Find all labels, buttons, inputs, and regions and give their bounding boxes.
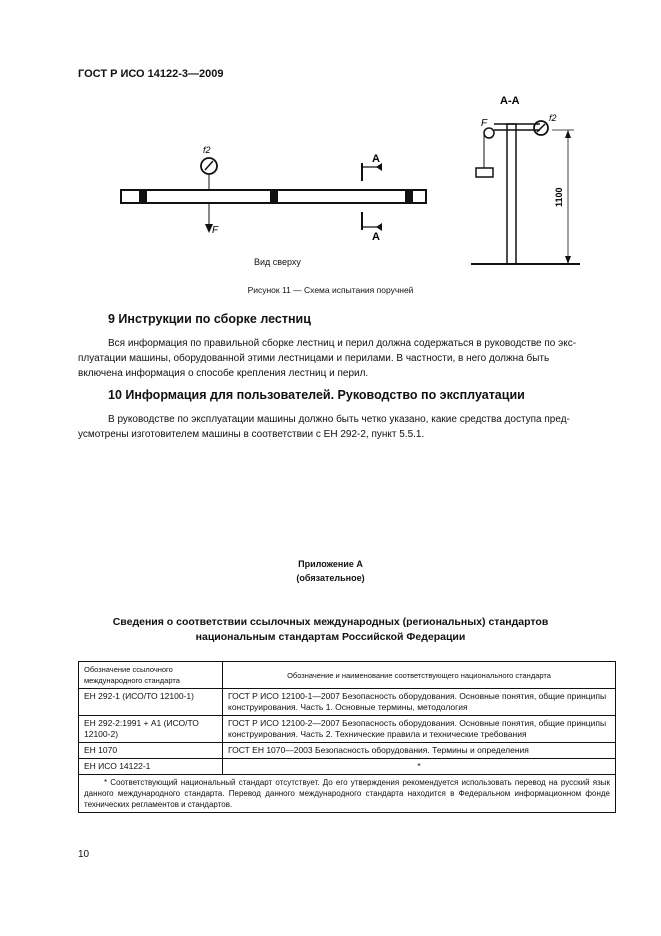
table-row xyxy=(79,716,616,743)
view-label: Вид сверху xyxy=(254,257,301,267)
section-letter-bottom: A xyxy=(372,231,380,243)
table-row xyxy=(79,743,616,759)
national-cell: ГОСТ Р ИСО 12100-2—2007 Безопасность оборудования. Основные понятия, общие принципы конструирования. Часть 2. Технические правила и технические требования xyxy=(223,716,616,743)
gauge-icon xyxy=(534,121,548,135)
annex-status: (обязательное) xyxy=(296,573,365,583)
weight-block xyxy=(476,168,493,177)
post xyxy=(507,124,516,264)
ref-cell: ЕН ИСО 14122-1 xyxy=(79,759,223,775)
section-10-text xyxy=(78,412,616,442)
section-mark-bottom xyxy=(362,212,382,231)
annex-title: Приложение А xyxy=(298,559,363,569)
document-header: ГОСТ Р ИСО 14122-3—2009 xyxy=(78,68,224,80)
table-header-row xyxy=(79,662,616,689)
section-mark-top xyxy=(362,163,382,181)
section-letter-top: A xyxy=(372,153,380,165)
post-block xyxy=(139,190,147,203)
section-title: A-A xyxy=(500,95,520,107)
table-row xyxy=(79,759,616,775)
post-block xyxy=(270,190,278,203)
table-footnote: * Соответствующий национальный стандарт отсутствует. До его утверждения рекомендуется использовать перевод на русский язык данного международного стандарта. Перевод данного международного стандарта находится в Федеральном информационном фонде технических регламентов и стандартов. xyxy=(79,775,616,813)
paragraph-line: усмотрены изготовителем машины в соответствии с ЕН 292-2, пункт 5.5.1. xyxy=(78,429,425,440)
post-block xyxy=(405,190,413,203)
gauge-label-section: f2 xyxy=(549,113,557,123)
section-9-text xyxy=(78,336,616,381)
ref-cell: ЕН 1070 xyxy=(79,743,223,759)
gauge-label: f2 xyxy=(203,145,211,155)
references-table xyxy=(78,661,616,813)
table-footnote-row xyxy=(79,775,616,813)
dimension-label: 1100 xyxy=(554,187,564,207)
header-national-standard: Обозначение и наименование соответствующего национального стандарта xyxy=(223,662,616,689)
table-title: Сведения о соответствии ссылочных международных (региональных) стандартов национальным стандартам Российской Федерации xyxy=(112,616,549,643)
handrail-test-figure xyxy=(0,0,661,300)
national-cell: ГОСТ ЕН 1070—2003 Безопасность оборудования. Термины и определения xyxy=(223,743,616,759)
force-label-section: F xyxy=(481,118,488,129)
ref-cell: ЕН 292-1 (ИСО/ТО 12100-1) xyxy=(79,689,223,716)
force-label: F xyxy=(212,225,219,236)
section-9-title: 9 Инструкции по сборке лестниц xyxy=(108,312,311,326)
paragraph-line: Вся информация по правильной сборке лестниц и перил должна содержаться в руководстве по экс- xyxy=(108,338,577,349)
section-10-title: 10 Информация для пользователей. Руководство по эксплуатации xyxy=(108,388,525,402)
gauge-icon xyxy=(201,158,217,190)
paragraph-line: включена информация о способе крепления лестниц и перил. xyxy=(78,368,369,379)
table-row xyxy=(79,689,616,716)
page-number: 10 xyxy=(78,849,90,860)
figure-caption: Рисунок 11 — Схема испытания поручней xyxy=(247,285,414,295)
ref-cell: ЕН 292-2:1991 + А1 (ИСО/ТО 12100-2) xyxy=(79,716,223,743)
paragraph-line: плуатации машины, оборудованной этими лестницами и перилами. В частности, в него должна быть xyxy=(78,353,550,364)
national-cell: ГОСТ Р ИСО 12100-1—2007 Безопасность оборудования. Основные понятия, общие принципы конструирования. Часть 1. Основные термины, методология xyxy=(223,689,616,716)
header-ref-standard: Обозначение ссылочного международного стандарта xyxy=(79,662,223,689)
pulley-icon xyxy=(484,128,494,168)
national-cell: * xyxy=(223,759,616,775)
paragraph-line: В руководстве по эксплуатации машины должно быть четко указано, какие средства доступа пред- xyxy=(108,414,570,425)
